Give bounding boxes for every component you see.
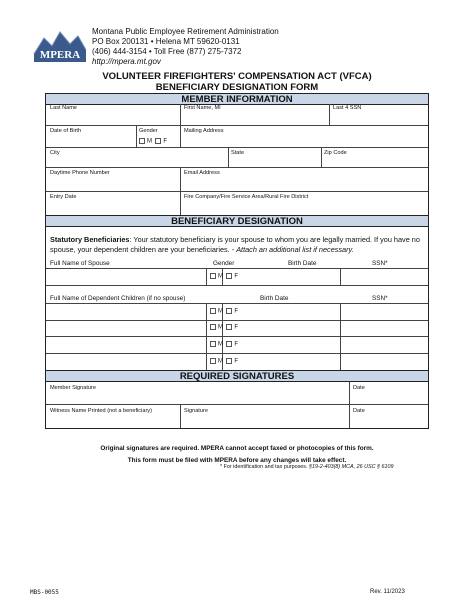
gender-m-checkbox[interactable]: M — [210, 341, 223, 349]
gender-m-checkbox[interactable]: M — [139, 138, 152, 146]
divider — [46, 336, 428, 337]
children-ssn-header: SSN* — [372, 295, 388, 302]
checkbox-icon — [155, 138, 161, 144]
witness-name-field[interactable]: Witness Name Printed (not a beneficiary) — [50, 408, 152, 414]
divider — [180, 104, 181, 125]
member-gender-options — [139, 138, 167, 146]
divider — [180, 167, 181, 215]
footnote — [220, 464, 394, 470]
member-signature-field[interactable]: Member Signature — [50, 385, 97, 391]
divider — [180, 125, 181, 147]
zip-code-field[interactable]: Zip Code — [324, 150, 347, 156]
gender-f-checkbox[interactable]: F — [226, 273, 238, 281]
divider — [321, 147, 322, 167]
divider — [206, 303, 207, 370]
divider — [46, 167, 428, 168]
agency-block — [92, 27, 279, 67]
section-beneficiary-designation: BENEFICIARY DESIGNATION — [46, 215, 428, 227]
gender-f-checkbox[interactable]: F — [155, 138, 167, 146]
divider — [46, 320, 428, 321]
gender-m-checkbox[interactable]: M — [210, 273, 223, 281]
statutory-label: Statutory Beneficiaries — [50, 235, 130, 244]
spouse-birth-date-header: Birth Date — [288, 260, 317, 267]
checkbox-icon — [210, 273, 216, 279]
witness-date-field[interactable]: Date — [353, 408, 365, 414]
footnote-text: * For identification and tax purposes. — [220, 464, 309, 470]
revision-date: Rev. 11/2023 — [370, 589, 405, 595]
daytime-phone-field[interactable]: Daytime Phone Number — [50, 170, 110, 176]
divider — [46, 285, 428, 286]
divider — [46, 125, 428, 126]
statutory-beneficiaries-text — [50, 235, 426, 255]
statutory-body: : Your statutory beneficiary is your spouse to whom you are legally married. If you have no spouse, your dependent children are your beneficiaries. - — [50, 235, 420, 254]
spouse-gender-options — [210, 273, 238, 281]
divider — [46, 268, 428, 269]
checkbox-icon — [226, 341, 232, 347]
divider — [46, 404, 428, 405]
divider — [180, 404, 181, 428]
dob-field[interactable]: Date of Birth — [50, 128, 82, 134]
agency-name: Montana Public Employee Retirement Administration — [92, 27, 279, 36]
checkbox-icon — [226, 308, 232, 314]
divider — [329, 104, 330, 125]
state-field[interactable]: State — [231, 150, 245, 156]
form-number: MBS-0055 — [30, 589, 59, 596]
footer-original-signatures: Original signatures are required. MPERA cannot accept faxed or photocopies of this form. — [100, 445, 374, 452]
child-2-gender-options — [210, 324, 238, 332]
gender-f-checkbox[interactable]: F — [226, 341, 238, 349]
divider — [349, 382, 350, 428]
gender-f-checkbox[interactable]: F — [226, 308, 238, 316]
gender-m-checkbox[interactable]: M — [210, 358, 223, 366]
statutory-note: Attach an additional list if necessary. — [236, 245, 354, 254]
gender-f-checkbox[interactable]: F — [226, 358, 238, 366]
checkbox-icon — [226, 358, 232, 364]
checkbox-icon — [210, 341, 216, 347]
form-title-line1: VOLUNTEER FIREFIGHTERS' COMPENSATION ACT (VFCA) — [102, 71, 372, 82]
agency-address: PO Box 200131 • Helena MT 59620-0131 — [92, 37, 240, 46]
divider — [228, 147, 229, 167]
witness-signature-field[interactable]: Signature — [184, 408, 208, 414]
last4-ssn-field[interactable]: Last 4 SSN — [333, 105, 362, 111]
checkbox-icon — [226, 324, 232, 330]
logo-text: MPERA — [39, 49, 81, 61]
gender-m-checkbox[interactable]: M — [210, 308, 223, 316]
divider — [46, 191, 428, 192]
checkbox-icon — [210, 308, 216, 314]
gender-label: Gender — [139, 128, 158, 134]
child-4-gender-options — [210, 358, 238, 366]
mailing-address-field[interactable]: Mailing Address — [184, 128, 224, 134]
spouse-gender-header: Gender — [213, 260, 235, 267]
email-field[interactable]: Email Address — [184, 170, 220, 176]
divider — [340, 268, 341, 285]
checkbox-icon — [139, 138, 145, 144]
fire-company-field[interactable]: Fire Company/Fire Service Area/Rural Fire District — [184, 194, 309, 200]
child-1-gender-options — [210, 308, 238, 316]
gender-f-checkbox[interactable]: F — [226, 324, 238, 332]
mpera-logo — [32, 28, 88, 64]
footnote-reference: §19-2-403(8) MCA, 26 USC § 6109 — [309, 464, 394, 470]
divider — [136, 125, 137, 147]
divider — [46, 353, 428, 354]
divider — [46, 303, 428, 304]
children-name-header: Full Name of Dependent Children (if no spouse) — [50, 295, 186, 302]
last-name-field[interactable]: Last Name — [50, 105, 78, 111]
form-title-line2: BENEFICIARY DESIGNATION FORM — [155, 82, 319, 93]
spouse-name-header: Full Name of Spouse — [50, 260, 110, 267]
children-birth-date-header: Birth Date — [260, 295, 289, 302]
entry-date-field[interactable]: Entry Date — [50, 194, 77, 200]
footer-filing-notice: This form must be filed with MPERA before any changes will take effect. — [127, 457, 347, 464]
divider — [340, 303, 341, 370]
section-required-signatures: REQUIRED SIGNATURES — [46, 370, 428, 382]
spouse-ssn-header: SSN* — [372, 260, 388, 267]
child-3-gender-options — [210, 341, 238, 349]
member-signature-date-field[interactable]: Date — [353, 385, 365, 391]
checkbox-icon — [210, 324, 216, 330]
checkbox-icon — [226, 273, 232, 279]
agency-url[interactable]: http://mpera.mt.gov — [92, 57, 161, 66]
gender-m-checkbox[interactable]: M — [210, 324, 223, 332]
first-name-field[interactable]: First Name, MI — [184, 105, 221, 111]
section-member-information: MEMBER INFORMATION — [46, 93, 428, 105]
checkbox-icon — [210, 358, 216, 364]
divider — [206, 268, 207, 285]
divider — [46, 147, 428, 148]
agency-phone: (406) 444-3154 • Toll Free (877) 275-7372 — [92, 47, 242, 56]
city-field[interactable]: City — [50, 150, 60, 156]
